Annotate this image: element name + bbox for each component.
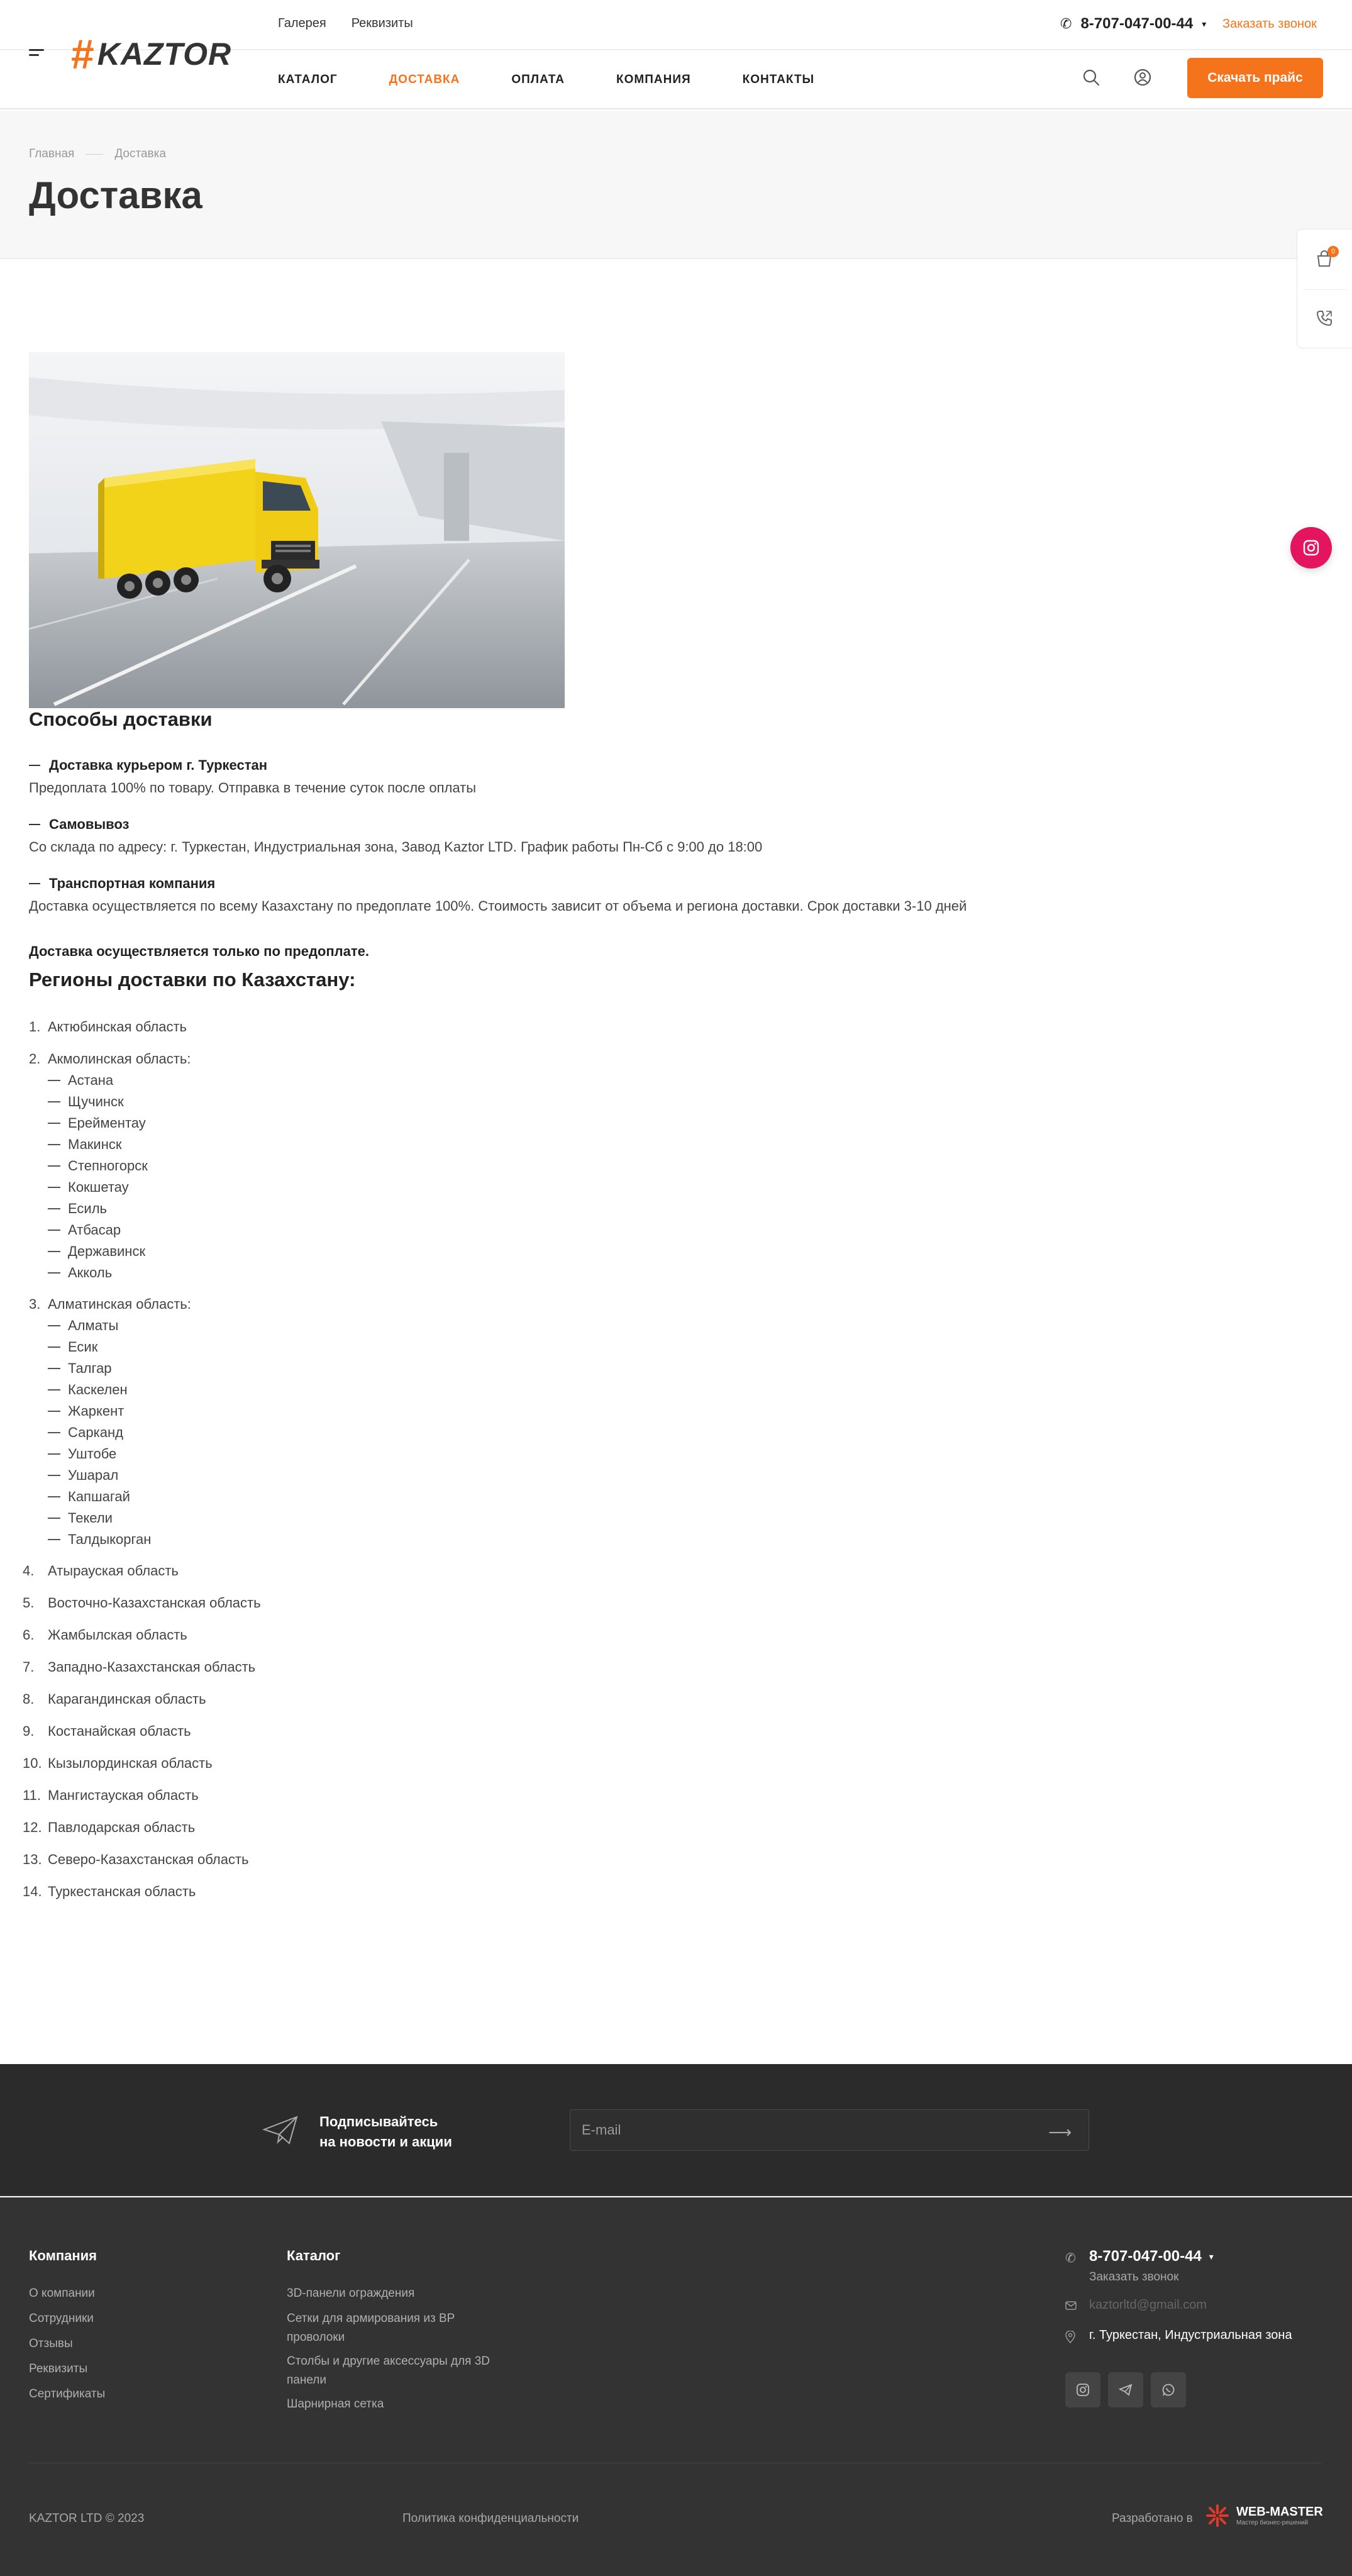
region-name: Кызылординская область (48, 1755, 213, 1771)
phone-icon: ✆ (1060, 16, 1072, 31)
footer-link-staff[interactable]: Сотрудники (29, 2312, 94, 2325)
region-item (23, 1563, 179, 1579)
city-item: Талдыкорган (48, 1531, 151, 1548)
footer-whatsapp-button[interactable] (1151, 2372, 1186, 2407)
whatsapp-icon (1161, 2383, 1175, 2397)
footer-link-3d-panels[interactable]: 3D-панели ограждения (287, 2287, 415, 2300)
footer-link-mesh[interactable]: Сетки для армирования из ВР проволоки (287, 2312, 455, 2344)
city-item: Капшагай (48, 1489, 130, 1505)
region-name: Алматинская область: (48, 1296, 191, 1312)
footer-phone[interactable]: 8-707-047-00-44 ▾ (1089, 2248, 1214, 2265)
breadcrumb-current: Доставка (114, 147, 166, 160)
footer-callback-link[interactable]: Заказать звонок (1089, 2270, 1179, 2284)
region-name: Западно-Казахстанская область (48, 1659, 256, 1675)
region-name: Туркестанская область (48, 1884, 196, 1899)
region-name: Восточно-Казахстанская область (48, 1595, 261, 1611)
city-item: Каскелен (48, 1382, 128, 1398)
header-phone-number: 8-707-047-00-44 (1080, 15, 1194, 32)
city-item: Жаркент (48, 1403, 124, 1419)
region-number: 6. (23, 1627, 35, 1643)
telegram-icon (1119, 2383, 1133, 2397)
breadcrumb-separator (86, 154, 103, 155)
page-title: Доставка (29, 174, 202, 216)
method-name: Транспортная компания (29, 875, 1098, 892)
footer-link-requisites[interactable]: Реквизиты (29, 2362, 88, 2375)
nav-payment[interactable]: ОПЛАТА (511, 73, 565, 86)
region-item (23, 1627, 187, 1643)
footer-instagram-button[interactable] (1065, 2372, 1100, 2407)
region-number: 2. (29, 1051, 41, 1067)
subscribe-text: Подписывайтесь на новости и акции (319, 2114, 452, 2150)
region-name: Карагандинская область (48, 1691, 206, 1707)
region-number: 5. (23, 1595, 35, 1611)
city-item: Кокшетау (48, 1179, 129, 1196)
region-item (23, 1884, 196, 1900)
region-item (23, 1659, 255, 1675)
city-item: Текели (48, 1510, 113, 1526)
region-name: Мангистауская область (48, 1787, 199, 1803)
callback-link[interactable]: Заказать звонок (1222, 17, 1317, 31)
mail-icon (1065, 2301, 1077, 2310)
instagram-icon (1302, 538, 1321, 557)
delivery-regions (23, 969, 356, 1899)
region-item (23, 1691, 206, 1707)
region-number: 11. (23, 1787, 41, 1803)
region-number: 7. (23, 1659, 35, 1675)
header-phone[interactable] (1060, 15, 1206, 33)
region-item (23, 1819, 195, 1836)
instagram-icon (1076, 2383, 1090, 2397)
region-number: 4. (23, 1563, 35, 1579)
region-item (23, 1787, 199, 1804)
region-item (29, 1296, 191, 1313)
city-item: Макинск (48, 1136, 122, 1153)
breadcrumb-home[interactable]: Главная (29, 147, 75, 160)
copyright: KAZTOR LTD © 2023 (29, 2512, 145, 2525)
chevron-down-icon[interactable]: ▾ (1202, 18, 1207, 29)
regions-heading: Регионы доставки по Казахстану: (29, 969, 356, 991)
nav-catalog[interactable]: КАТАЛОГ (278, 73, 338, 86)
region-name: Павлодарская область (48, 1819, 196, 1835)
delivery-methods (29, 708, 1098, 960)
method-name: Самовывоз (29, 816, 1098, 833)
footer-telegram-button[interactable] (1108, 2372, 1143, 2407)
footer (0, 2197, 1352, 2576)
download-price-button[interactable]: Скачать прайс (1187, 58, 1323, 98)
footer-catalog-title: Каталог (287, 2248, 341, 2263)
nav-contacts[interactable]: КОНТАКТЫ (742, 73, 815, 86)
search-icon[interactable] (1082, 68, 1100, 87)
subscribe-bar (0, 2064, 1352, 2196)
method-desc: Доставка осуществляется по всему Казахстану по предоплате 100%. Стоимость зависит от объема и региона доставки. Срок доставки 3-10 дней (29, 898, 967, 914)
region-number: 12. (23, 1819, 42, 1835)
web-master-logo[interactable] (1205, 2503, 1323, 2528)
footer-link-posts[interactable]: Столбы и другие аксессуары для 3D панели (287, 2355, 490, 2387)
city-item: Алматы (48, 1318, 118, 1334)
city-item: Уштобе (48, 1446, 116, 1462)
delivery-truck-image (29, 352, 565, 708)
breadcrumb (29, 147, 166, 161)
web-master-name: WEB-MASTER (1236, 2505, 1323, 2519)
subscribe-form (570, 2109, 1089, 2151)
web-master-star-icon (1205, 2503, 1230, 2528)
delivery-methods-heading: Способы доставки (29, 708, 213, 730)
region-name: Костанайская область (48, 1723, 191, 1739)
top-link-gallery[interactable]: Галерея (278, 16, 326, 30)
paper-plane-icon (262, 2114, 299, 2146)
method-transport (29, 875, 1098, 914)
logo-text: KAZTOR (97, 36, 232, 72)
page-header (0, 111, 1352, 259)
user-icon[interactable] (1133, 68, 1152, 87)
footer-company-title: Компания (29, 2248, 97, 2263)
city-item: Акколь (48, 1265, 112, 1281)
city-item: Державинск (48, 1243, 145, 1260)
web-master-tagline: Мастер бизнес-решений (1236, 2519, 1309, 2526)
cart-count-badge: 0 (1327, 246, 1339, 257)
footer-address: г. Туркестан, Индустриальная зона (1089, 2328, 1292, 2342)
nav-delivery[interactable]: ДОСТАВКА (389, 73, 460, 86)
region-name: Северо-Казахстанская область (48, 1852, 249, 1867)
phone-callback-icon[interactable] (1315, 309, 1334, 328)
arrow-right-icon[interactable]: ⟶ (1048, 2123, 1072, 2141)
region-item (23, 1595, 261, 1611)
method-desc: Со склада по адресу: г. Туркестан, Индустриальная зона, Завод Kaztor LTD. График работы Пн-Сб с 9:00 до 18:00 (29, 839, 763, 855)
region-name: Актюбинская область (48, 1019, 187, 1035)
logo-hash: # (70, 31, 94, 77)
region-number: 10. (23, 1755, 42, 1771)
region-item (23, 1755, 213, 1772)
nav-company[interactable]: КОМПАНИЯ (616, 73, 691, 86)
region-number: 13. (23, 1852, 42, 1867)
region-item (23, 1852, 249, 1868)
footer-link-about[interactable]: О компании (29, 2287, 95, 2300)
prepayment-note: Доставка осуществляется только по предоплате. (29, 943, 369, 959)
instagram-floating-button[interactable] (1290, 527, 1332, 569)
region-item (29, 1051, 191, 1067)
city-item: Щучинск (48, 1094, 124, 1110)
footer-link-certificates[interactable]: Сертификаты (29, 2387, 106, 2401)
city-item: Астана (48, 1072, 113, 1089)
developed-by-text: Разработано в (1112, 2512, 1193, 2525)
chevron-down-icon[interactable]: ▾ (1209, 2251, 1214, 2262)
city-item: Есиль (48, 1201, 107, 1217)
region-number: 1. (29, 1019, 41, 1035)
region-name: Атырауская область (48, 1563, 179, 1579)
city-item: Степногорск (48, 1158, 148, 1174)
method-name: Доставка курьером г. Туркестан (29, 757, 1098, 774)
footer-link-hinge-mesh[interactable]: Шарнирная сетка (287, 2397, 384, 2411)
region-number: 8. (23, 1691, 35, 1707)
region-name: Акмолинская область: (48, 1051, 191, 1067)
main-nav (278, 73, 866, 87)
phone-icon: ✆ (1065, 2251, 1076, 2265)
top-link-requisites[interactable]: Реквизиты (351, 16, 413, 30)
city-item: Есик (48, 1339, 97, 1355)
city-item: Талгар (48, 1360, 112, 1377)
city-item: Ерейментау (48, 1115, 146, 1131)
region-number: 14. (23, 1884, 42, 1899)
privacy-policy-link[interactable]: Политика конфиденциальности (402, 2512, 579, 2525)
footer-link-reviews[interactable]: Отзывы (29, 2337, 73, 2350)
region-name: Жамбылская область (48, 1627, 187, 1643)
region-number: 9. (23, 1723, 35, 1739)
top-links (278, 16, 413, 31)
region-item (29, 1019, 187, 1035)
region-number: 3. (29, 1296, 41, 1312)
location-pin-icon (1065, 2331, 1075, 2343)
method-desc: Предоплата 100% по товару. Отправка в течение суток после оплаты (29, 780, 477, 796)
side-widget-panel (1297, 229, 1352, 348)
city-item: Ушарал (48, 1467, 118, 1484)
region-item (23, 1723, 191, 1740)
method-courier (29, 757, 1098, 796)
city-item: Сарканд (48, 1424, 123, 1441)
email-input[interactable] (582, 2110, 1022, 2150)
footer-email[interactable]: kaztorltd@gmail.com (1089, 2298, 1207, 2312)
method-pickup (29, 816, 1098, 855)
city-item: Атбасар (48, 1222, 121, 1238)
